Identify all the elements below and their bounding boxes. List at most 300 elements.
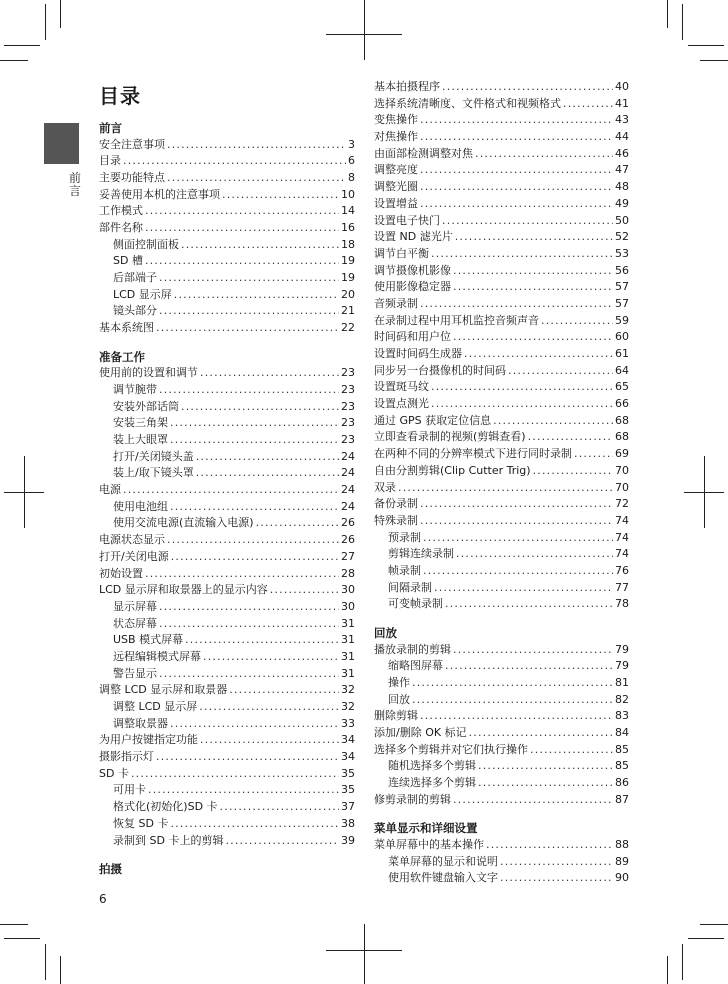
toc-right-column [374, 79, 629, 887]
dot-leader [420, 513, 613, 530]
toc-entry[interactable] [99, 682, 355, 699]
toc-entry-page: 10 [341, 187, 355, 201]
toc-entry-page: 70 [615, 463, 629, 477]
toc-entry-title: 菜单屏幕的显示和说明 [388, 854, 498, 868]
toc-subentry[interactable] [99, 816, 355, 833]
toc-subentry[interactable] [99, 382, 355, 399]
toc-entry[interactable] [374, 146, 629, 163]
toc-entry[interactable] [374, 496, 629, 513]
toc-entry-page: 21 [341, 304, 355, 318]
toc-subentry[interactable] [99, 782, 355, 799]
toc-subentry[interactable] [374, 580, 629, 597]
toc-subentry[interactable] [99, 399, 355, 416]
toc-entry-title: LCD 显示屏和取景器上的显示内容 [99, 583, 268, 597]
toc-entry[interactable] [374, 346, 629, 363]
toc-entry-title: 装上/取下镜头罩 [113, 466, 194, 480]
dot-leader [185, 632, 339, 649]
toc-entry[interactable] [374, 725, 629, 742]
toc-entry[interactable] [99, 170, 355, 187]
dot-leader [200, 732, 339, 749]
toc-subentry[interactable] [99, 649, 355, 666]
toc-entry-page: 68 [615, 413, 629, 427]
toc-entry-title: 主要功能特点 [99, 170, 165, 184]
crop-mark [60, 956, 61, 984]
toc-entry-page: 65 [615, 380, 629, 394]
toc-entry-title: 时间码和用户位 [374, 330, 451, 344]
toc-entry-page: 77 [615, 580, 629, 594]
toc-entry[interactable] [374, 413, 629, 430]
toc-entry-page: 82 [615, 692, 629, 706]
crop-mark [60, 0, 61, 28]
toc-entry-page: 28 [341, 566, 355, 580]
toc-entry-title: 打开/关闭镜头盖 [113, 449, 194, 463]
toc-subentry[interactable] [374, 692, 629, 709]
dot-leader [453, 279, 613, 296]
toc-entry-page: 31 [341, 633, 355, 647]
toc-entry-title: 由面部检测调整对焦 [374, 146, 473, 160]
toc-entry[interactable] [374, 363, 629, 380]
toc-entry-page: 26 [341, 533, 355, 547]
toc-entry[interactable] [374, 229, 629, 246]
toc-entry-title: 在录制过程中用耳机监控音频声音 [374, 313, 539, 327]
toc-entry-page: 57 [615, 296, 629, 310]
toc-entry[interactable] [374, 79, 629, 96]
toc-entry-title: SD 槽 [113, 254, 143, 268]
toc-subentry[interactable] [99, 799, 355, 816]
toc-subentry[interactable] [374, 546, 629, 563]
dot-leader [431, 246, 613, 263]
toc-entry[interactable] [374, 296, 629, 313]
toc-entry-title: 双录 [374, 480, 396, 494]
toc-entry-page: 59 [615, 313, 629, 327]
toc-entry-page: 23 [341, 382, 355, 396]
dot-leader [181, 399, 339, 416]
toc-entry-page: 23 [341, 399, 355, 413]
toc-entry-page: 33 [341, 716, 355, 730]
toc-entry-title: 设置增益 [374, 196, 418, 210]
toc-entry-page: 53 [615, 246, 629, 260]
toc-entry-title: 使用电池组 [113, 499, 168, 513]
toc-subentry[interactable] [374, 870, 629, 887]
crop-mark [0, 924, 28, 925]
dot-leader [225, 833, 339, 850]
toc-subentry[interactable] [99, 237, 355, 254]
toc-entry-page: 37 [341, 800, 355, 814]
toc-entry-page: 8 [348, 170, 355, 184]
toc-subentry[interactable] [99, 415, 355, 432]
toc-entry-title: 妥善使用本机的注意事项 [99, 187, 220, 201]
toc-entry-page: 56 [615, 263, 629, 277]
dot-leader [167, 532, 339, 549]
toc-entry-page: 20 [341, 287, 355, 301]
toc-entry-title: 录制到 SD 卡上的剪辑 [113, 833, 224, 847]
dot-leader [464, 346, 613, 363]
toc-entry[interactable] [374, 162, 629, 179]
toc-subentry[interactable] [99, 632, 355, 649]
crop-mark [688, 938, 724, 939]
toc-entry[interactable] [99, 203, 355, 220]
toc-entry-title: 目录 [99, 154, 121, 168]
toc-entry[interactable] [374, 213, 629, 230]
toc-entry[interactable] [374, 396, 629, 413]
toc-subentry[interactable] [99, 599, 355, 616]
dot-leader [493, 413, 613, 430]
toc-subentry[interactable] [99, 287, 355, 304]
toc-entry-page: 78 [615, 597, 629, 611]
toc-entry[interactable] [374, 263, 629, 280]
dot-leader [159, 382, 339, 399]
dot-leader [563, 96, 613, 113]
dot-leader [170, 415, 339, 432]
toc-entry[interactable] [374, 708, 629, 725]
toc-entry-page: 88 [615, 837, 629, 851]
dot-leader [423, 563, 613, 580]
dot-leader [420, 112, 613, 129]
toc-entry-title: SD 卡 [99, 766, 129, 780]
toc-entry-page: 50 [615, 213, 629, 227]
crop-mark [700, 60, 728, 61]
dot-leader [203, 649, 339, 666]
dot-leader [478, 775, 613, 792]
toc-entry-title: 格式化(初始化)SD 卡 [113, 800, 218, 814]
dot-leader [456, 546, 613, 563]
crop-mark [364, 924, 365, 984]
toc-entry[interactable] [374, 837, 629, 854]
toc-entry-page: 30 [341, 599, 355, 613]
toc-entry-page: 57 [615, 280, 629, 294]
toc-entry[interactable] [374, 792, 629, 809]
toc-entry-title: 基本系统图 [99, 321, 154, 335]
toc-entry-title: 使用影像稳定器 [374, 280, 451, 294]
dot-leader [199, 699, 339, 716]
toc-entry-title: 安装三角架 [113, 416, 168, 430]
toc-entry-page: 16 [341, 220, 355, 234]
toc-entry-page: 39 [341, 833, 355, 847]
toc-entry[interactable] [99, 566, 355, 583]
toc-entry-title: 电源状态显示 [99, 533, 165, 547]
toc-subentry[interactable] [99, 499, 355, 516]
toc-section-heading: 前言 [99, 121, 122, 135]
toc-entry-title: 修剪录制的剪辑 [374, 792, 451, 806]
toc-subentry[interactable] [99, 666, 355, 683]
toc-entry-page: 32 [341, 683, 355, 697]
dot-leader [445, 596, 613, 613]
toc-entry-title: 摄影指示灯 [99, 750, 154, 764]
toc-entry[interactable] [374, 196, 629, 213]
toc-entry[interactable] [374, 446, 629, 463]
toc-entry-title: 恢复 SD 卡 [113, 816, 169, 830]
toc-subentry[interactable] [99, 449, 355, 466]
dot-leader [159, 666, 339, 683]
toc-entry-title: 缩略图屏幕 [388, 659, 443, 673]
toc-subentry[interactable] [99, 833, 355, 850]
toc-entry-title: 特殊录制 [374, 513, 418, 527]
toc-entry-page: 61 [615, 347, 629, 360]
toc-entry-title: 可用卡 [113, 783, 146, 797]
toc-entry-title: 音频录制 [374, 296, 418, 310]
toc-entry[interactable] [374, 96, 629, 113]
toc-entry-page: 76 [615, 563, 629, 577]
toc-entry-title: 调整 LCD 显示屏 [113, 700, 198, 713]
toc-entry-page: 47 [615, 163, 629, 177]
dot-leader [229, 682, 339, 699]
toc-subentry[interactable] [99, 465, 355, 482]
dot-leader [145, 566, 339, 583]
toc-entry-page: 26 [341, 516, 355, 530]
toc-entry[interactable] [374, 513, 629, 530]
toc-entry-title: 通过 GPS 获取定位信息 [374, 413, 492, 427]
toc-entry-page: 74 [615, 547, 629, 561]
crop-mark [4, 45, 40, 46]
toc-entry-page: 52 [615, 230, 629, 244]
dot-leader [420, 129, 613, 146]
toc-entry[interactable] [99, 732, 355, 749]
toc-entry-title: 安装外部话筒 [113, 399, 179, 413]
dot-leader [420, 196, 613, 213]
toc-subentry[interactable] [374, 658, 629, 675]
toc-entry[interactable] [99, 549, 355, 566]
toc-entry-title: 调整光圈 [374, 180, 418, 194]
toc-entry-page: 49 [615, 196, 629, 210]
toc-entry-title: 警告显示 [113, 666, 157, 680]
dot-leader [431, 396, 613, 413]
dot-leader [159, 303, 339, 320]
toc-entry-page: 79 [615, 659, 629, 673]
dot-leader [508, 363, 613, 380]
toc-subentry[interactable] [99, 270, 355, 287]
dot-leader [181, 237, 339, 254]
toc-entry-page: 19 [341, 254, 355, 268]
toc-subentry[interactable] [99, 616, 355, 633]
toc-entry-page: 32 [341, 700, 355, 713]
toc-entry-title: 安全注意事项 [99, 137, 165, 151]
toc-subentry[interactable] [99, 303, 355, 320]
toc-subentry[interactable] [374, 758, 629, 775]
toc-entry-title: 显示屏幕 [113, 599, 157, 613]
toc-entry[interactable] [374, 129, 629, 146]
toc-subentry[interactable] [374, 596, 629, 613]
dot-leader [174, 287, 339, 304]
toc-subentry[interactable] [374, 775, 629, 792]
dot-leader [270, 582, 339, 599]
crop-mark [24, 456, 25, 528]
dot-leader [455, 229, 613, 246]
crop-mark [682, 944, 683, 980]
toc-entry-page: 22 [341, 321, 355, 335]
dot-leader [420, 296, 613, 313]
toc-entry-title: 间隔录制 [388, 580, 432, 594]
toc-entry-page: 86 [615, 776, 629, 789]
toc-entry-page: 24 [341, 483, 355, 497]
dot-leader [170, 716, 339, 733]
dot-leader [453, 263, 613, 280]
toc-entry-page: 64 [615, 363, 629, 377]
toc-entry-title: 调整亮度 [374, 163, 418, 177]
toc-entry-title: 初始设置 [99, 566, 143, 580]
dot-leader [196, 449, 339, 466]
toc-entry-title: 同步另一台摄像机的时间码 [374, 363, 506, 377]
dot-leader [170, 816, 339, 833]
toc-entry-title: 装上大眼罩 [113, 433, 168, 446]
dot-leader [412, 692, 613, 709]
dot-leader [145, 203, 339, 220]
toc-entry-title: 调整取景器 [113, 716, 168, 730]
dot-leader [167, 170, 346, 187]
toc-subentry[interactable] [374, 563, 629, 580]
toc-entry-title: 自由分割剪辑(Clip Cutter Trig) [374, 463, 531, 477]
toc-entry-title: 播放录制的剪辑 [374, 642, 451, 656]
dot-leader [541, 313, 613, 330]
toc-entry[interactable] [99, 153, 355, 170]
toc-entry[interactable] [374, 112, 629, 129]
crop-mark [704, 456, 705, 528]
toc-entry-title: 调整 LCD 显示屏和取景器 [99, 683, 228, 697]
toc-subentry[interactable] [99, 253, 355, 270]
toc-entry-page: 23 [341, 433, 355, 446]
dot-leader [423, 530, 613, 547]
toc-entry-title: 电源 [99, 483, 121, 497]
dot-leader [475, 146, 613, 163]
toc-entry-page: 24 [341, 449, 355, 463]
toc-entry-page: 40 [615, 80, 629, 93]
toc-entry-title: 随机选择多个剪辑 [388, 759, 476, 773]
toc-entry-title: 可变帧录制 [388, 597, 443, 611]
toc-entry[interactable] [374, 463, 629, 480]
dot-leader [167, 137, 346, 154]
toc-subentry[interactable] [99, 515, 355, 532]
dot-leader [159, 599, 339, 616]
toc-entry-title: 对焦操作 [374, 130, 418, 144]
toc-entry[interactable] [374, 742, 629, 759]
toc-entry[interactable] [374, 480, 629, 497]
toc-entry[interactable] [99, 187, 355, 204]
toc-entry-title: 菜单屏幕中的基本操作 [374, 837, 484, 851]
toc-entry-title: 后部端子 [113, 271, 157, 284]
toc-entry-page: 87 [615, 792, 629, 806]
toc-entry-page: 79 [615, 642, 629, 656]
dot-leader [453, 792, 613, 809]
toc-entry-page: 72 [615, 497, 629, 511]
toc-entry-page: 35 [341, 783, 355, 797]
toc-entry[interactable] [99, 482, 355, 499]
toc-entry[interactable] [99, 532, 355, 549]
toc-entry-page: 85 [615, 759, 629, 773]
toc-entry[interactable] [374, 329, 629, 346]
dot-leader [528, 429, 613, 446]
toc-entry-page: 23 [341, 366, 355, 380]
toc-entry[interactable] [99, 220, 355, 237]
toc-entry-title: 连续选择多个剪辑 [388, 776, 476, 789]
toc-entry[interactable] [99, 766, 355, 783]
toc-subentry[interactable] [99, 699, 355, 716]
dot-leader [500, 870, 613, 887]
toc-subentry[interactable] [374, 675, 629, 692]
crop-mark [4, 938, 40, 939]
toc-entry-page: 23 [341, 416, 355, 430]
toc-entry-title: 调节摄像机影像 [374, 263, 451, 277]
toc-section-heading: 准备工作 [99, 349, 145, 364]
toc-entry[interactable] [374, 246, 629, 263]
toc-entry-page: 74 [615, 513, 629, 527]
crop-mark [667, 956, 668, 984]
toc-entry[interactable] [374, 279, 629, 296]
toc-subentry[interactable] [99, 432, 355, 449]
toc-subentry[interactable] [374, 854, 629, 871]
dot-leader [420, 496, 613, 513]
toc-entry-page: 46 [615, 146, 629, 160]
dot-leader [256, 515, 339, 532]
toc-entry[interactable] [374, 379, 629, 396]
toc-entry-title: 立即查看录制的视频(剪辑查看) [374, 430, 526, 444]
toc-entry-title: 远程编辑模式屏幕 [113, 649, 201, 663]
toc-entry[interactable] [99, 749, 355, 766]
toc-entry[interactable] [374, 642, 629, 659]
toc-entry[interactable] [374, 179, 629, 196]
toc-entry-title: 在两种不同的分辨率模式下进行同时录制 [374, 447, 572, 461]
toc-entry[interactable] [99, 137, 355, 154]
toc-entry-page: 35 [341, 766, 355, 780]
toc-entry-page: 81 [615, 675, 629, 689]
dot-leader [469, 725, 613, 742]
toc-entry-page: 69 [615, 447, 629, 461]
toc-entry-title: 添加/删除 OK 标记 [374, 725, 467, 739]
toc-entry-title: LCD 显示屏 [113, 287, 172, 301]
toc-entry-title: 状态屏幕 [113, 616, 157, 630]
dot-leader [500, 854, 613, 871]
toc-entry-page: 44 [615, 130, 629, 144]
toc-entry-title: 部件名称 [99, 220, 143, 234]
toc-entry-title: 操作 [388, 675, 410, 689]
toc-entry-page: 31 [341, 616, 355, 630]
toc-entry-title: 工作模式 [99, 204, 143, 218]
toc-entry-title: 设置电子快门 [374, 213, 440, 227]
toc-entry[interactable] [99, 582, 355, 599]
toc-entry[interactable] [374, 313, 629, 330]
toc-entry-page: 74 [615, 530, 629, 544]
toc-entry-page: 68 [615, 430, 629, 444]
toc-entry[interactable] [99, 365, 355, 382]
page-title: 目录 [99, 84, 141, 108]
toc-section-heading: 拍摄 [99, 862, 122, 877]
crop-mark [0, 60, 28, 61]
toc-entry-page: 19 [341, 271, 355, 284]
toc-subentry[interactable] [99, 716, 355, 733]
toc-entry-page: 31 [341, 649, 355, 663]
toc-entry[interactable] [99, 320, 355, 337]
crop-mark [667, 0, 668, 28]
toc-entry-title: 帧录制 [388, 563, 421, 577]
dot-leader [131, 766, 339, 783]
dot-leader [123, 482, 339, 499]
toc-entry-title: 剪辑连续录制 [388, 547, 454, 561]
crop-mark [700, 924, 728, 925]
dot-leader [442, 213, 613, 230]
toc-entry-page: 6 [348, 154, 355, 168]
toc-entry-title: 删除剪辑 [374, 709, 418, 723]
toc-entry-page: 85 [615, 742, 629, 756]
toc-entry-title: 预录制 [388, 530, 421, 544]
toc-entry-page: 66 [615, 397, 629, 411]
toc-entry-title: 调节白平衡 [374, 246, 429, 260]
toc-entry-title: USB 模式屏幕 [113, 633, 184, 647]
toc-entry-page: 43 [615, 113, 629, 127]
toc-entry-title: 使用交流电源(直流输入电源) [113, 516, 254, 530]
dot-leader [145, 220, 339, 237]
toc-entry-page: 48 [615, 180, 629, 194]
toc-subentry[interactable] [374, 530, 629, 547]
toc-entry[interactable] [374, 429, 629, 446]
toc-entry-page: 41 [615, 96, 629, 110]
